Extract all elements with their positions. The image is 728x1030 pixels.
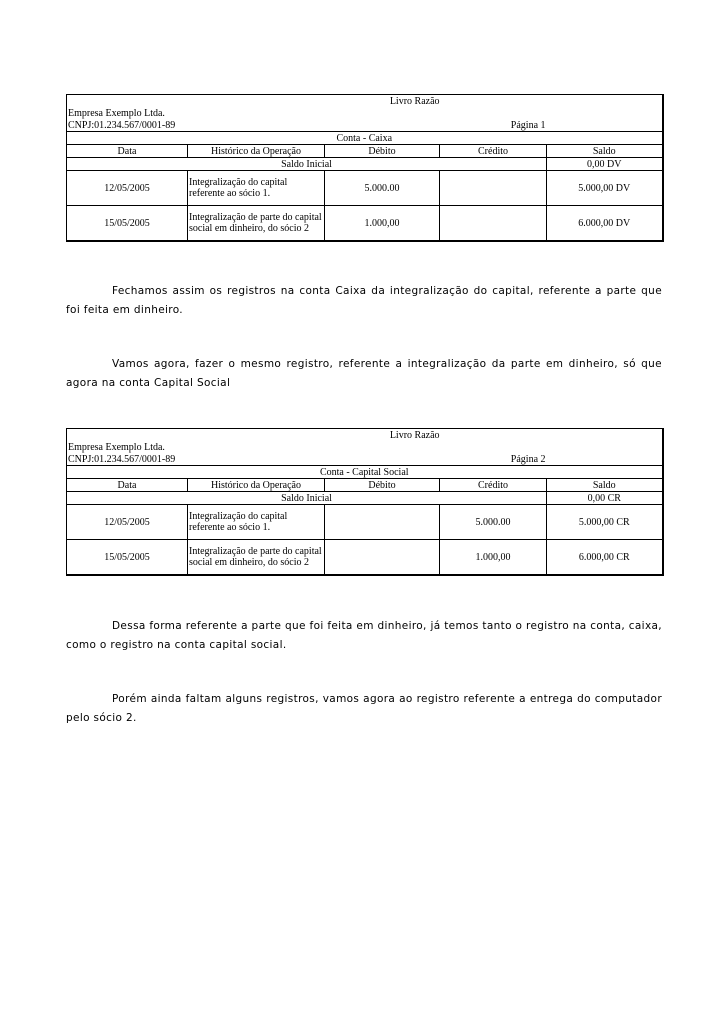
column-header-balance: Saldo — [547, 479, 663, 492]
account-name: Conta - Caixa — [67, 132, 663, 145]
row-date: 15/05/2005 — [67, 540, 188, 576]
company-cnpj: CNPJ:01.234.567/0001-89 — [68, 453, 176, 465]
row-balance: 6.000,00 DV — [547, 206, 663, 242]
ledger-title: Livro Razão — [389, 429, 440, 441]
column-header-history: Histórico da Operação — [188, 145, 325, 158]
table-row — [67, 540, 663, 576]
page-number: Página 1 — [510, 119, 546, 131]
table-row — [67, 171, 663, 206]
ledger-table-capital-social — [66, 428, 664, 576]
opening-balance-label: Saldo Inicial — [67, 492, 547, 505]
row-credit — [440, 171, 547, 206]
account-name: Conta - Capital Social — [67, 466, 663, 479]
page-number: Página 2 — [510, 453, 546, 465]
table-row — [67, 505, 663, 540]
row-balance: 5.000,00 CR — [547, 505, 663, 540]
row-credit: 1.000,00 — [440, 540, 547, 576]
row-balance: 6.000,00 CR — [547, 540, 663, 576]
column-header-credit: Crédito — [440, 145, 547, 158]
ledger-table-caixa — [66, 94, 664, 242]
opening-balance-label: Saldo Inicial — [67, 158, 547, 171]
opening-balance-value: 0,00 DV — [547, 158, 663, 171]
table-row — [67, 206, 663, 242]
ledger-title: Livro Razão — [389, 95, 440, 107]
paragraph: Vamos agora, fazer o mesmo registro, referente a integralização da parte em dinheiro, só que agora na conta Capital Social — [66, 358, 662, 389]
row-history: Integralização de parte do capital social em dinheiro, do sócio 2 — [188, 206, 325, 242]
row-date: 15/05/2005 — [67, 206, 188, 242]
row-date: 12/05/2005 — [67, 505, 188, 540]
paragraph: Dessa forma referente a parte que foi feita em dinheiro, já temos tanto o registro na conta, caixa, como o registro na conta capital social. — [66, 620, 662, 651]
column-header-date: Data — [67, 479, 188, 492]
row-debit: 5.000.00 — [325, 171, 440, 206]
column-header-debit: Débito — [325, 479, 440, 492]
company-cnpj: CNPJ:01.234.567/0001-89 — [68, 119, 176, 131]
company-name: Empresa Exemplo Ltda. — [68, 441, 165, 453]
company-name: Empresa Exemplo Ltda. — [68, 107, 165, 119]
row-credit: 5.000.00 — [440, 505, 547, 540]
row-date: 12/05/2005 — [67, 171, 188, 206]
row-debit — [325, 540, 440, 576]
paragraph: Fechamos assim os registros na conta Caixa da integralização do capital, referente a parte que foi feita em dinheiro. — [66, 285, 662, 316]
row-history: Integralização de parte do capital social em dinheiro, do sócio 2 — [188, 540, 325, 576]
row-history: Integralização do capital referente ao sócio 1. — [188, 171, 325, 206]
row-debit: 1.000,00 — [325, 206, 440, 242]
column-header-balance: Saldo — [547, 145, 663, 158]
column-header-debit: Débito — [325, 145, 440, 158]
row-debit — [325, 505, 440, 540]
column-header-credit: Crédito — [440, 479, 547, 492]
column-header-date: Data — [67, 145, 188, 158]
row-history: Integralização do capital referente ao sócio 1. — [188, 505, 325, 540]
column-header-history: Histórico da Operação — [188, 479, 325, 492]
row-balance: 5.000,00 DV — [547, 171, 663, 206]
paragraph: Porém ainda faltam alguns registros, vamos agora ao registro referente a entrega do computador pelo sócio 2. — [66, 693, 662, 724]
opening-balance-value: 0,00 CR — [547, 492, 663, 505]
row-credit — [440, 206, 547, 242]
